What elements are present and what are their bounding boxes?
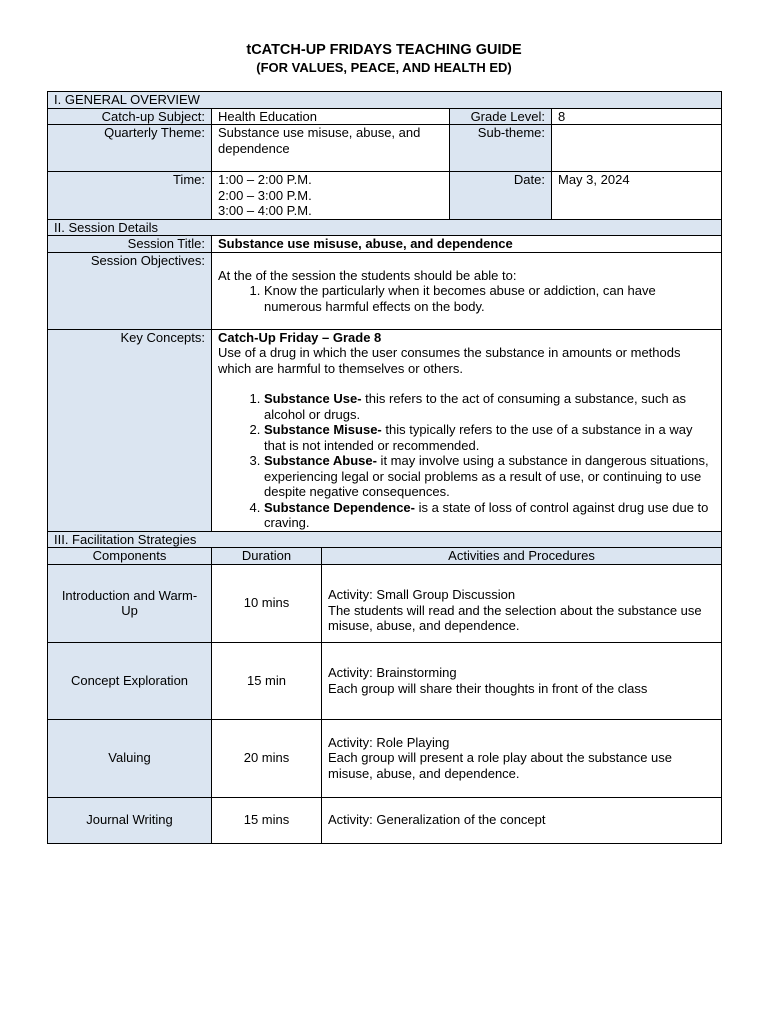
component-cell: Concept Exploration [48, 642, 212, 719]
teaching-guide-table [47, 91, 722, 844]
duration-cell: 15 min [212, 642, 322, 719]
activity-cell [322, 797, 722, 843]
concepts-cell [212, 329, 722, 531]
duration-cell: 20 mins [212, 719, 322, 797]
concept-text: this refers to the act of consuming a substance, such as alcohol or drugs. [264, 391, 686, 422]
activity-procedure: Each group will present a role play about the substance use misuse, abuse, and dependence. [328, 750, 672, 781]
time-label: Time: [48, 172, 212, 220]
component-cell: Introduction and Warm-Up [48, 564, 212, 642]
time-slot: 2:00 – 3:00 P.M. [218, 187, 312, 203]
subtheme-label: Sub-theme: [450, 125, 552, 172]
activity-title: Activity: Brainstorming [328, 665, 457, 680]
concept-item [264, 391, 715, 422]
section-session-details: II. Session Details [48, 219, 722, 236]
table-row [48, 719, 722, 797]
header-duration: Duration [212, 548, 322, 565]
concept-text: is a state of loss of control against drug use due to craving. [264, 499, 709, 530]
theme-label: Quarterly Theme: [48, 125, 212, 172]
date-value: May 3, 2024 [552, 172, 722, 220]
activity-procedure: The students will read and the selection about the substance use misuse, abuse, and dependence. [328, 602, 702, 634]
concept-term: Substance Use- [264, 391, 362, 406]
concepts-heading: Catch-Up Friday – Grade 8 [218, 329, 382, 345]
document-title: tCATCH-UP FRIDAYS TEACHING GUIDE [246, 42, 522, 58]
subject-value: Health Education [212, 108, 450, 125]
concepts-list [218, 391, 715, 531]
concepts-label: Key Concepts: [48, 329, 212, 531]
objectives-cell [212, 252, 722, 329]
concept-term: Substance Abuse- [264, 453, 377, 468]
concept-item [264, 422, 715, 453]
table-row [48, 564, 722, 642]
concepts-intro: Use of a drug in which the user consumes the substance in amounts or methods which are harmful to themselves or others. [218, 345, 681, 376]
objectives-list [218, 283, 715, 314]
subtheme-value [552, 125, 722, 172]
activity-title: Activity: Role Playing [328, 734, 450, 750]
subject-label: Catch-up Subject: [48, 108, 212, 125]
grade-label: Grade Level: [450, 108, 552, 125]
concept-item [264, 453, 715, 500]
objectives-label: Session Objectives: [48, 252, 212, 329]
concept-term: Substance Dependence- [264, 499, 415, 515]
activity-procedure: Each group will share their thoughts in front of the class [328, 680, 648, 696]
section-facilitation: III. Facilitation Strategies [48, 531, 722, 548]
activity-title: Activity: Small Group Discussion [328, 587, 516, 603]
activity-cell [322, 642, 722, 719]
header-components: Components [48, 548, 212, 565]
section-general-overview: I. GENERAL OVERVIEW [48, 92, 722, 109]
table-row [48, 642, 722, 719]
table-row [48, 797, 722, 843]
time-values [212, 172, 450, 220]
concept-text: it may involve using a substance in dangerous situations, experiencing legal or social problems as a result of use, or continuing to use despite negative consequences. [264, 453, 709, 499]
date-label: Date: [450, 172, 552, 220]
objectives-intro: At the of the session the students should be able to: [218, 267, 517, 283]
duration-cell: 10 mins [212, 564, 322, 642]
time-slot: 3:00 – 4:00 P.M. [218, 203, 312, 218]
time-slot: 1:00 – 2:00 P.M. [218, 172, 312, 187]
grade-value: 8 [552, 108, 722, 125]
session-title-label: Session Title: [48, 236, 212, 253]
component-cell: Journal Writing [48, 797, 212, 843]
document-subtitle: (FOR VALUES, PEACE, AND HEALTH ED) [256, 60, 512, 75]
activity-title: Activity: Generalization of the concept [328, 812, 546, 828]
concept-term: Substance Misuse- [264, 422, 382, 437]
concept-text: this typically refers to the use of a substance in a way that is not intended or recommended. [264, 422, 693, 453]
activity-cell [322, 719, 722, 797]
header-activities: Activities and Procedures [322, 548, 722, 565]
objective-item: 1. Know the particularly when it becomes abuse or addiction, can have numerous harmful effects on the body. [264, 283, 715, 314]
component-cell: Valuing [48, 719, 212, 797]
activity-cell [322, 564, 722, 642]
session-title-value: Substance use misuse, abuse, and dependence [212, 236, 722, 253]
concept-item [264, 500, 715, 531]
duration-cell: 15 mins [212, 797, 322, 843]
theme-value: Substance use misuse, abuse, and dependence [212, 125, 450, 172]
